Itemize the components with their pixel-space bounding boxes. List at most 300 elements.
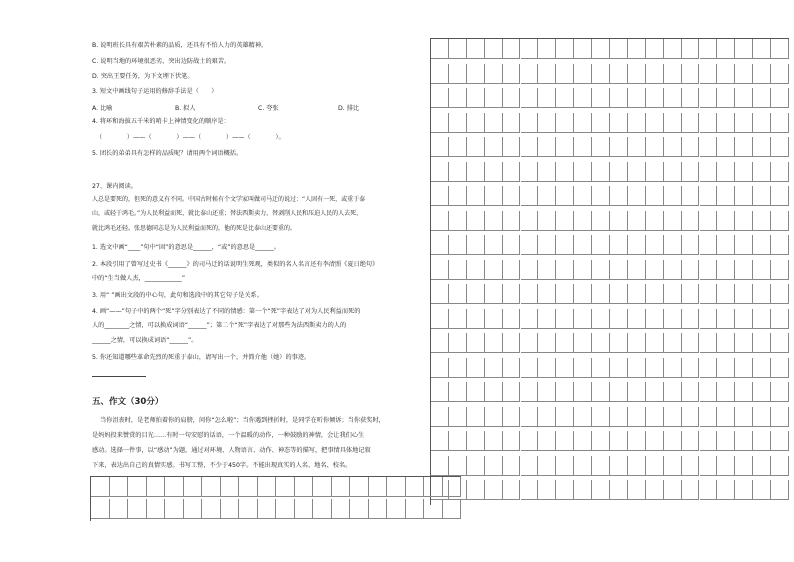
grid-cell[interactable] (592, 456, 610, 476)
grid-cell[interactable] (295, 499, 314, 519)
grid-cell[interactable] (467, 456, 485, 476)
grid-cell[interactable] (700, 309, 718, 329)
grid-cell[interactable] (700, 186, 718, 206)
grid-cell[interactable] (610, 358, 628, 378)
grid-cell[interactable] (628, 358, 646, 378)
grid-cell[interactable] (521, 235, 539, 255)
grid-cell[interactable] (700, 137, 718, 157)
grid-cell[interactable] (521, 88, 539, 108)
grid-cell[interactable] (771, 211, 789, 231)
grid-cell[interactable] (431, 358, 449, 378)
grid-cell[interactable] (610, 186, 628, 206)
grid-cell[interactable] (646, 431, 664, 451)
grid-cell[interactable] (485, 284, 503, 304)
grid-cell[interactable] (735, 480, 753, 500)
grid-cell[interactable] (503, 358, 521, 378)
grid-cell[interactable] (628, 186, 646, 206)
grid-cell[interactable] (485, 407, 503, 427)
grid-cell[interactable] (503, 88, 521, 108)
grid-cell[interactable] (610, 211, 628, 231)
grid-cell[interactable] (110, 477, 129, 497)
grid-cell[interactable] (628, 235, 646, 255)
grid-cell[interactable] (431, 88, 449, 108)
grid-cell[interactable] (424, 477, 443, 497)
grid-cell[interactable] (556, 260, 574, 280)
grid-cell[interactable] (700, 431, 718, 451)
grid-cell[interactable] (467, 88, 485, 108)
grid-cell[interactable] (735, 382, 753, 402)
grid-cell[interactable] (521, 480, 539, 500)
grid-cell[interactable] (682, 407, 700, 427)
grid-cell[interactable] (449, 113, 467, 133)
grid-cell[interactable] (467, 235, 485, 255)
grid-cell[interactable] (503, 260, 521, 280)
grid-cell[interactable] (628, 480, 646, 500)
grid-cell[interactable] (592, 211, 610, 231)
grid-cell[interactable] (503, 211, 521, 231)
grid-cell[interactable] (431, 333, 449, 353)
grid-cell[interactable] (556, 64, 574, 84)
grid-cell[interactable] (628, 88, 646, 108)
grid-cell[interactable] (431, 137, 449, 157)
grid-cell[interactable] (682, 382, 700, 402)
grid-cell[interactable] (753, 333, 771, 353)
grid-cell[interactable] (521, 382, 539, 402)
grid-cell[interactable] (682, 333, 700, 353)
grid-cell[interactable] (646, 64, 664, 84)
grid-cell[interactable] (449, 64, 467, 84)
composition-grid-bottom[interactable] (90, 476, 461, 521)
grid-cell[interactable] (467, 39, 485, 59)
grid-cell[interactable] (503, 382, 521, 402)
grid-cell[interactable] (682, 260, 700, 280)
grid-cell[interactable] (700, 284, 718, 304)
grid-cell[interactable] (592, 260, 610, 280)
grid-cell[interactable] (628, 431, 646, 451)
grid-cell[interactable] (592, 382, 610, 402)
grid-cell[interactable] (431, 64, 449, 84)
grid-cell[interactable] (443, 477, 462, 497)
grid-cell[interactable] (521, 64, 539, 84)
grid-cell[interactable] (556, 431, 574, 451)
grid-cell[interactable] (664, 235, 682, 255)
grid-cell[interactable] (700, 456, 718, 476)
grid-cell[interactable] (521, 333, 539, 353)
grid-cell[interactable] (700, 382, 718, 402)
grid-cell[interactable] (538, 235, 556, 255)
grid-cell[interactable] (431, 431, 449, 451)
grid-cell[interactable] (771, 456, 789, 476)
grid-cell[interactable] (735, 260, 753, 280)
grid-cell[interactable] (485, 39, 503, 59)
grid-cell[interactable] (700, 407, 718, 427)
grid-cell[interactable] (700, 88, 718, 108)
grid-cell[interactable] (682, 64, 700, 84)
grid-cell[interactable] (735, 407, 753, 427)
grid-cell[interactable] (538, 260, 556, 280)
grid-cell[interactable] (717, 162, 735, 182)
grid-cell[interactable] (538, 480, 556, 500)
grid-cell[interactable] (771, 186, 789, 206)
grid-cell[interactable] (753, 235, 771, 255)
grid-cell[interactable] (735, 162, 753, 182)
grid-cell[interactable] (556, 456, 574, 476)
grid-cell[interactable] (258, 499, 277, 519)
grid-cell[interactable] (165, 477, 184, 497)
grid-cell[interactable] (449, 88, 467, 108)
grid-cell[interactable] (467, 358, 485, 378)
grid-cell[interactable] (753, 456, 771, 476)
grid-cell[interactable] (735, 88, 753, 108)
grid-cell[interactable] (771, 309, 789, 329)
grid-cell[interactable] (503, 186, 521, 206)
grid-cell[interactable] (664, 39, 682, 59)
grid-cell[interactable] (431, 186, 449, 206)
grid-cell[interactable] (110, 499, 129, 519)
grid-cell[interactable] (521, 309, 539, 329)
grid-cell[interactable] (313, 499, 332, 519)
grid-cell[interactable] (276, 499, 295, 519)
grid-cell[interactable] (753, 113, 771, 133)
grid-cell[interactable] (147, 499, 166, 519)
grid-cell[interactable] (646, 211, 664, 231)
grid-cell[interactable] (735, 333, 753, 353)
grid-cell[interactable] (646, 382, 664, 402)
grid-cell[interactable] (771, 260, 789, 280)
grid-cell[interactable] (449, 309, 467, 329)
grid-cell[interactable] (682, 431, 700, 451)
grid-cell[interactable] (646, 186, 664, 206)
grid-cell[interactable] (771, 284, 789, 304)
grid-cell[interactable] (700, 333, 718, 353)
grid-cell[interactable] (485, 186, 503, 206)
grid-cell[interactable] (350, 499, 369, 519)
grid-cell[interactable] (771, 88, 789, 108)
grid-cell[interactable] (556, 162, 574, 182)
grid-cell[interactable] (628, 137, 646, 157)
grid-cell[interactable] (753, 260, 771, 280)
grid-cell[interactable] (574, 186, 592, 206)
grid-cell[interactable] (664, 456, 682, 476)
grid-cell[interactable] (503, 113, 521, 133)
grid-cell[interactable] (556, 113, 574, 133)
grid-cell[interactable] (165, 499, 184, 519)
grid-cell[interactable] (503, 333, 521, 353)
grid-cell[interactable] (717, 88, 735, 108)
grid-cell[interactable] (717, 235, 735, 255)
grid-cell[interactable] (467, 137, 485, 157)
grid-cell[interactable] (556, 186, 574, 206)
grid-cell[interactable] (556, 235, 574, 255)
grid-cell[interactable] (574, 211, 592, 231)
grid-cell[interactable] (538, 309, 556, 329)
grid-cell[interactable] (753, 39, 771, 59)
grid-cell[interactable] (646, 358, 664, 378)
grid-cell[interactable] (646, 260, 664, 280)
grid-cell[interactable] (753, 64, 771, 84)
grid-cell[interactable] (449, 358, 467, 378)
grid-cell[interactable] (521, 358, 539, 378)
grid-cell[interactable] (610, 64, 628, 84)
grid-cell[interactable] (753, 431, 771, 451)
grid-cell[interactable] (700, 480, 718, 500)
grid-cell[interactable] (682, 211, 700, 231)
grid-cell[interactable] (717, 382, 735, 402)
grid-cell[interactable] (449, 431, 467, 451)
grid-cell[interactable] (771, 64, 789, 84)
grid-cell[interactable] (753, 186, 771, 206)
grid-cell[interactable] (753, 382, 771, 402)
grid-cell[interactable] (431, 113, 449, 133)
grid-cell[interactable] (574, 309, 592, 329)
grid-cell[interactable] (592, 186, 610, 206)
grid-cell[interactable] (771, 333, 789, 353)
grid-cell[interactable] (431, 260, 449, 280)
grid-cell[interactable] (128, 477, 147, 497)
grid-cell[interactable] (628, 456, 646, 476)
grid-cell[interactable] (485, 260, 503, 280)
grid-cell[interactable] (503, 456, 521, 476)
grid-cell[interactable] (538, 88, 556, 108)
grid-cell[interactable] (406, 477, 425, 497)
grid-cell[interactable] (628, 284, 646, 304)
grid-cell[interactable] (717, 113, 735, 133)
grid-cell[interactable] (664, 64, 682, 84)
grid-cell[interactable] (700, 358, 718, 378)
grid-cell[interactable] (239, 499, 258, 519)
grid-cell[interactable] (221, 499, 240, 519)
grid-cell[interactable] (700, 162, 718, 182)
grid-cell[interactable] (700, 211, 718, 231)
grid-cell[interactable] (592, 235, 610, 255)
grid-cell[interactable] (664, 284, 682, 304)
grid-cell[interactable] (700, 39, 718, 59)
grid-cell[interactable] (646, 480, 664, 500)
grid-cell[interactable] (646, 333, 664, 353)
grid-cell[interactable] (682, 358, 700, 378)
grid-cell[interactable] (753, 407, 771, 427)
grid-cell[interactable] (646, 456, 664, 476)
grid-cell[interactable] (628, 113, 646, 133)
grid-cell[interactable] (664, 88, 682, 108)
grid-cell[interactable] (610, 407, 628, 427)
grid-cell[interactable] (467, 284, 485, 304)
grid-cell[interactable] (449, 407, 467, 427)
grid-cell[interactable] (664, 211, 682, 231)
grid-cell[interactable] (449, 39, 467, 59)
grid-cell[interactable] (610, 39, 628, 59)
grid-cell[interactable] (128, 499, 147, 519)
grid-cell[interactable] (538, 113, 556, 133)
grid-cell[interactable] (735, 284, 753, 304)
grid-cell[interactable] (503, 235, 521, 255)
grid-cell[interactable] (682, 309, 700, 329)
grid-cell[interactable] (574, 137, 592, 157)
grid-cell[interactable] (771, 235, 789, 255)
composition-grid-right[interactable] (430, 38, 789, 505)
grid-cell[interactable] (521, 137, 539, 157)
grid-cell[interactable] (485, 309, 503, 329)
grid-cell[interactable] (574, 235, 592, 255)
grid-cell[interactable] (538, 186, 556, 206)
grid-cell[interactable] (521, 113, 539, 133)
grid-cell[interactable] (628, 211, 646, 231)
grid-cell[interactable] (682, 186, 700, 206)
grid-cell[interactable] (467, 431, 485, 451)
grid-cell[interactable] (682, 284, 700, 304)
grid-cell[interactable] (521, 39, 539, 59)
grid-cell[interactable] (431, 284, 449, 304)
grid-cell[interactable] (646, 284, 664, 304)
grid-cell[interactable] (735, 456, 753, 476)
grid-cell[interactable] (592, 88, 610, 108)
grid-cell[interactable] (295, 477, 314, 497)
grid-cell[interactable] (735, 211, 753, 231)
grid-cell[interactable] (753, 358, 771, 378)
grid-cell[interactable] (431, 162, 449, 182)
grid-cell[interactable] (221, 477, 240, 497)
grid-cell[interactable] (449, 137, 467, 157)
grid-cell[interactable] (538, 162, 556, 182)
grid-cell[interactable] (574, 113, 592, 133)
grid-cell[interactable] (503, 162, 521, 182)
grid-cell[interactable] (592, 358, 610, 378)
grid-cell[interactable] (735, 309, 753, 329)
grid-cell[interactable] (646, 137, 664, 157)
grid-cell[interactable] (431, 309, 449, 329)
grid-cell[interactable] (467, 113, 485, 133)
grid-cell[interactable] (610, 456, 628, 476)
grid-cell[interactable] (467, 186, 485, 206)
grid-cell[interactable] (610, 309, 628, 329)
grid-cell[interactable] (538, 64, 556, 84)
grid-cell[interactable] (431, 211, 449, 231)
grid-cell[interactable] (449, 382, 467, 402)
grid-cell[interactable] (431, 407, 449, 427)
grid-cell[interactable] (485, 88, 503, 108)
grid-cell[interactable] (592, 39, 610, 59)
grid-cell[interactable] (387, 499, 406, 519)
grid-cell[interactable] (592, 113, 610, 133)
grid-cell[interactable] (610, 113, 628, 133)
grid-cell[interactable] (538, 284, 556, 304)
grid-cell[interactable] (700, 113, 718, 133)
grid-cell[interactable] (431, 39, 449, 59)
grid-cell[interactable] (771, 113, 789, 133)
grid-cell[interactable] (239, 477, 258, 497)
grid-cell[interactable] (664, 137, 682, 157)
grid-cell[interactable] (753, 480, 771, 500)
grid-cell[interactable] (467, 309, 485, 329)
grid-cell[interactable] (717, 64, 735, 84)
grid-cell[interactable] (503, 480, 521, 500)
grid-cell[interactable] (735, 235, 753, 255)
grid-cell[interactable] (753, 137, 771, 157)
grid-cell[interactable] (628, 333, 646, 353)
grid-cell[interactable] (538, 456, 556, 476)
grid-cell[interactable] (628, 162, 646, 182)
grid-cell[interactable] (646, 113, 664, 133)
grid-cell[interactable] (369, 499, 388, 519)
grid-cell[interactable] (556, 88, 574, 108)
grid-cell[interactable] (332, 499, 351, 519)
grid-cell[interactable] (717, 358, 735, 378)
grid-cell[interactable] (443, 499, 462, 519)
grid-cell[interactable] (610, 88, 628, 108)
grid-cell[interactable] (574, 382, 592, 402)
grid-cell[interactable] (521, 211, 539, 231)
grid-cell[interactable] (753, 162, 771, 182)
grid-cell[interactable] (424, 499, 443, 519)
grid-cell[interactable] (574, 39, 592, 59)
grid-cell[interactable] (717, 137, 735, 157)
grid-cell[interactable] (485, 480, 503, 500)
grid-cell[interactable] (700, 235, 718, 255)
grid-cell[interactable] (610, 162, 628, 182)
grid-cell[interactable] (431, 235, 449, 255)
grid-cell[interactable] (538, 39, 556, 59)
grid-cell[interactable] (610, 480, 628, 500)
grid-cell[interactable] (771, 162, 789, 182)
grid-cell[interactable] (467, 260, 485, 280)
grid-cell[interactable] (700, 64, 718, 84)
grid-cell[interactable] (628, 382, 646, 402)
grid-cell[interactable] (485, 382, 503, 402)
grid-cell[interactable] (592, 284, 610, 304)
grid-cell[interactable] (592, 407, 610, 427)
grid-cell[interactable] (574, 162, 592, 182)
grid-cell[interactable] (485, 456, 503, 476)
grid-cell[interactable] (682, 39, 700, 59)
grid-cell[interactable] (628, 260, 646, 280)
grid-cell[interactable] (664, 260, 682, 280)
grid-cell[interactable] (485, 137, 503, 157)
grid-cell[interactable] (556, 309, 574, 329)
grid-cell[interactable] (717, 431, 735, 451)
grid-cell[interactable] (592, 64, 610, 84)
grid-cell[interactable] (717, 284, 735, 304)
grid-cell[interactable] (521, 407, 539, 427)
grid-cell[interactable] (449, 260, 467, 280)
grid-cell[interactable] (646, 39, 664, 59)
grid-cell[interactable] (717, 456, 735, 476)
grid-cell[interactable] (91, 477, 110, 497)
grid-cell[interactable] (717, 480, 735, 500)
grid-cell[interactable] (449, 456, 467, 476)
grid-cell[interactable] (556, 480, 574, 500)
grid-cell[interactable] (628, 64, 646, 84)
grid-cell[interactable] (610, 137, 628, 157)
grid-cell[interactable] (485, 64, 503, 84)
grid-cell[interactable] (664, 113, 682, 133)
grid-cell[interactable] (574, 284, 592, 304)
grid-cell[interactable] (503, 309, 521, 329)
grid-cell[interactable] (646, 162, 664, 182)
grid-cell[interactable] (735, 39, 753, 59)
grid-cell[interactable] (610, 333, 628, 353)
grid-cell[interactable] (771, 431, 789, 451)
grid-cell[interactable] (610, 431, 628, 451)
grid-cell[interactable] (276, 477, 295, 497)
grid-cell[interactable] (202, 477, 221, 497)
grid-cell[interactable] (682, 456, 700, 476)
grid-cell[interactable] (91, 499, 110, 519)
grid-cell[interactable] (574, 480, 592, 500)
grid-cell[interactable] (485, 431, 503, 451)
grid-cell[interactable] (717, 407, 735, 427)
grid-cell[interactable] (771, 358, 789, 378)
grid-cell[interactable] (574, 260, 592, 280)
